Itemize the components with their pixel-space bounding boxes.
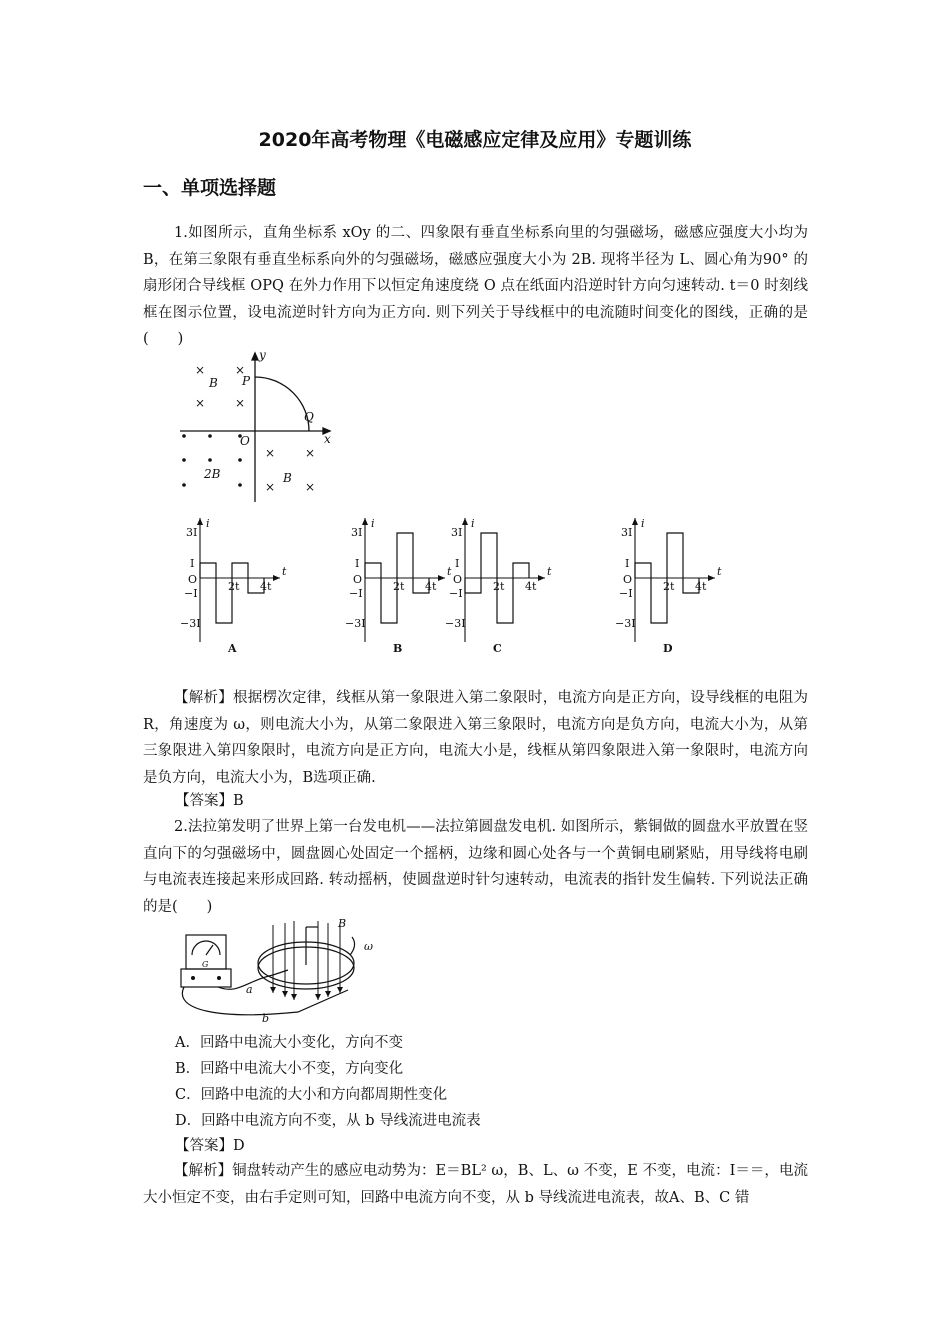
tick-4t: 4t xyxy=(695,580,707,593)
tick-3i: 3I xyxy=(351,526,363,539)
tick-4t: 4t xyxy=(425,580,437,593)
tick-neg-3i: −3I xyxy=(615,617,636,630)
question-2-analysis: 【解析】铜盘转动产生的感应电动势为：E＝BL² ω，B、L、ω 不变，E 不变，电流：I＝＝，电流大小恒定不变，由右手定则可知，回路中电流方向不变，从 b 导线流进电流表，故A、B、C 错 xyxy=(143,1163,808,1206)
galvanometer-label: G xyxy=(202,960,209,969)
t-axis-label: t xyxy=(717,565,722,578)
tick-neg-3i: −3I xyxy=(345,617,366,630)
option-letter: A xyxy=(228,642,237,655)
option-b: B．回路中电流大小不变，方向变化 xyxy=(175,1061,404,1077)
wire-b-label: b xyxy=(262,1012,270,1025)
i-axis-label: i xyxy=(206,517,210,530)
origin-label: O xyxy=(188,573,198,586)
option-c: C．回路中电流的大小和方向都周期性变化 xyxy=(175,1087,448,1103)
field-b-label-q2: B xyxy=(209,376,218,390)
i-axis-label: i xyxy=(371,517,375,530)
document-title: 2020年高考物理《电磁感应定律及应用》专题训练 xyxy=(258,129,692,151)
svg-text:×: × xyxy=(194,363,206,377)
question-2-disk-figure xyxy=(178,915,393,1027)
t-axis-label: t xyxy=(282,565,287,578)
tick-4t: 4t xyxy=(260,580,272,593)
option-letter: D xyxy=(663,642,673,655)
svg-text:×: × xyxy=(194,396,206,410)
tick-neg-3i: −3I xyxy=(180,617,201,630)
question-1-text: 1.如图所示，直角坐标系 xOy 的二、四象限有垂直坐标系向里的匀强磁场，磁感应强度大小均为 B，在第三象限有垂直坐标系向外的匀强磁场，磁感应强度大小为 2B. 现将半径为 L、圆心角为90° 的扇形闭合导线框 OPQ 在外力作用下以恒定角速度绕 O 点在纸面内沿逆时针方向匀速转动. t＝0 时刻线框在图示位置，设电流逆时针方向为正方向. 则下列关于导线框中的电流随时间变化的图线，正确的是( ) xyxy=(143,225,808,347)
tick-3i: 3I xyxy=(186,526,198,539)
tick-2t: 2t xyxy=(493,580,505,593)
y-axis-label: y xyxy=(259,348,266,362)
tick-3i: 3I xyxy=(621,526,633,539)
tick-2t: 2t xyxy=(228,580,240,593)
wire-a-label: a xyxy=(246,983,253,996)
svg-text:×: × xyxy=(304,446,316,460)
field-2b-label-q3: 2B xyxy=(204,467,221,481)
tick-neg-i: −I xyxy=(619,587,633,600)
option-letter: C xyxy=(493,642,502,655)
tick-2t: 2t xyxy=(393,580,405,593)
point-q-label: Q xyxy=(304,410,314,424)
option-d: D．回路中电流方向不变，从 b 导线流进电流表 xyxy=(175,1113,481,1129)
tick-neg-i: −I xyxy=(449,587,463,600)
point-p-label: P xyxy=(242,374,251,388)
origin-label: O xyxy=(453,573,463,586)
x-axis-label: x xyxy=(324,432,331,446)
question-2-answer: 【答案】D xyxy=(175,1138,245,1154)
field-b-label-q4: B xyxy=(283,471,292,485)
tick-3i: 3I xyxy=(451,526,463,539)
question-1-option-graphs xyxy=(160,512,800,657)
option-letter: B xyxy=(393,642,403,655)
section-heading: 一、单项选择题 xyxy=(143,177,277,199)
t-axis-label: t xyxy=(547,565,552,578)
omega-label: ω xyxy=(364,940,373,953)
question-1-coordinate-figure xyxy=(170,345,345,505)
tick-2t: 2t xyxy=(663,580,675,593)
tick-i: I xyxy=(190,557,195,570)
tick-neg-i: −I xyxy=(349,587,363,600)
svg-text:×: × xyxy=(264,446,276,460)
tick-i: I xyxy=(455,557,460,570)
i-axis-label: i xyxy=(471,517,475,530)
origin-label: O xyxy=(623,573,633,586)
option-a: A．回路中电流大小变化，方向不变 xyxy=(175,1035,403,1051)
i-axis-label: i xyxy=(641,517,645,530)
question-1-answer: 【答案】B xyxy=(175,793,244,809)
svg-text:×: × xyxy=(264,480,276,494)
tick-neg-3i: −3I xyxy=(445,617,466,630)
tick-neg-i: −I xyxy=(184,587,198,600)
origin-label: O xyxy=(353,573,363,586)
field-b-label: B xyxy=(338,917,347,930)
tick-4t: 4t xyxy=(525,580,537,593)
current-waveform xyxy=(200,563,264,623)
tick-i: I xyxy=(625,557,630,570)
svg-text:×: × xyxy=(234,396,246,410)
question-1-analysis: 【解析】根据楞次定律，线框从第一象限进入第二象限时，电流方向是正方向，设导线框的电阻为 R，角速度为 ω，则电流大小为，从第二象限进入第三象限时，电流方向是负方向，电流大小为，从第三象限进入第四象限时，电流方向是正方向，电流大小是，线框从第四象限进入第一象限时，电流方向是负方向，电流大小为，B选项正确. xyxy=(143,690,808,786)
origin-label: O xyxy=(240,434,250,448)
svg-text:×: × xyxy=(304,480,316,494)
svg-text:×: × xyxy=(234,363,246,377)
t-axis-label: t xyxy=(447,565,452,578)
question-2-text: 2.法拉第发明了世界上第一台发电机——法拉第圆盘发电机. 如图所示，紫铜做的圆盘水平放置在竖直向下的匀强磁场中，圆盘圆心处固定一个摇柄，边缘和圆心处各与一个黄铜电刷紧贴，用导线将电刷与电流表连接起来形成回路. 转动摇柄，使圆盘逆时针匀速转动，电流表的指针发生偏转. 下列说法正确的是( ) xyxy=(143,819,808,915)
tick-i: I xyxy=(355,557,360,570)
